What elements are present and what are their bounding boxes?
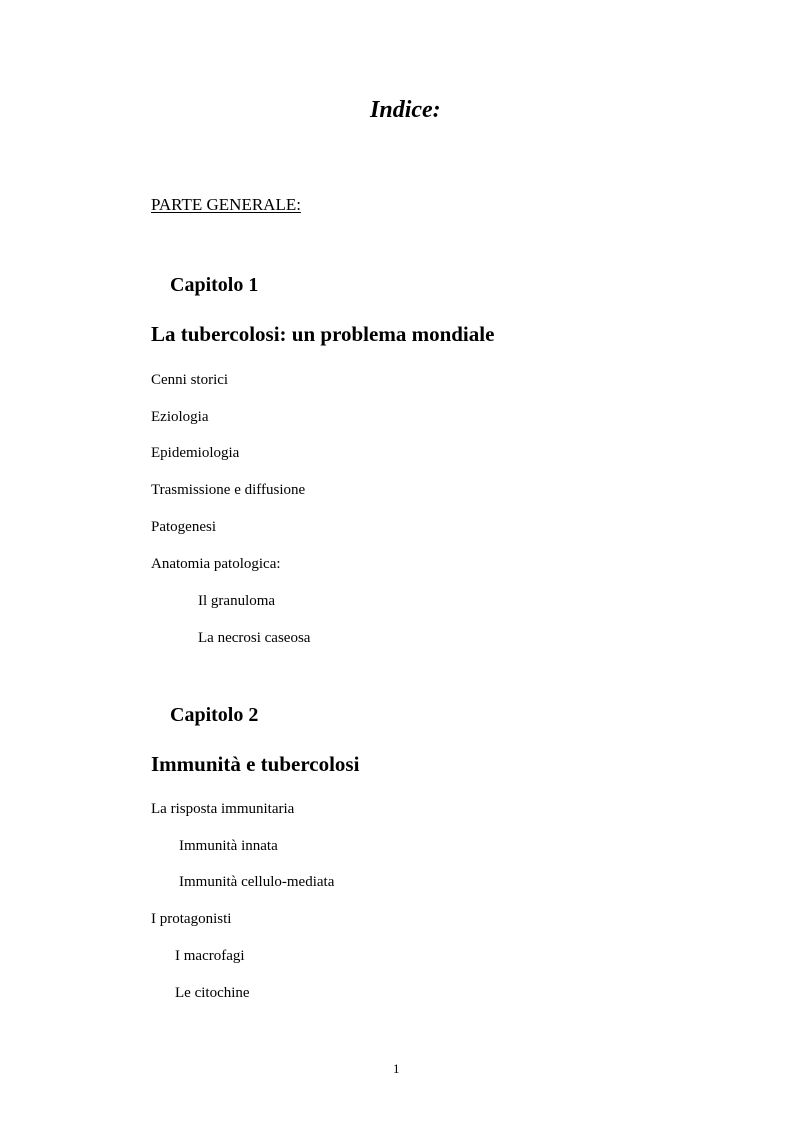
chapter-2-number: Capitolo 2 (170, 704, 259, 726)
index-title: Indice: (370, 97, 441, 123)
toc-entry: Cenni storici (151, 372, 229, 388)
toc-subentry: La necrosi caseosa (198, 630, 311, 646)
toc-subentry: Immunità innata (179, 838, 278, 854)
toc-entry: Anatomia patologica: (151, 556, 281, 572)
part-heading: PARTE GENERALE: (151, 195, 301, 214)
chapter-2-title: Immunità e tubercolosi (151, 752, 360, 776)
toc-subentry: I macrofagi (175, 948, 245, 964)
toc-entry: Patogenesi (151, 519, 216, 535)
toc-subentry: Le citochine (175, 985, 250, 1001)
toc-entry: Eziologia (151, 409, 209, 425)
chapter-1-title: La tubercolosi: un problema mondiale (151, 322, 495, 346)
page-number: 1 (393, 1061, 400, 1076)
toc-entry: Trasmissione e diffusione (151, 482, 306, 498)
toc-entry: I protagonisti (151, 911, 232, 927)
toc-entry: La risposta immunitaria (151, 801, 295, 817)
toc-subentry: Il granuloma (198, 593, 276, 609)
toc-entry: Epidemiologia (151, 445, 240, 461)
toc-subentry: Immunità cellulo-mediata (179, 874, 335, 890)
chapter-1-number: Capitolo 1 (170, 274, 259, 296)
